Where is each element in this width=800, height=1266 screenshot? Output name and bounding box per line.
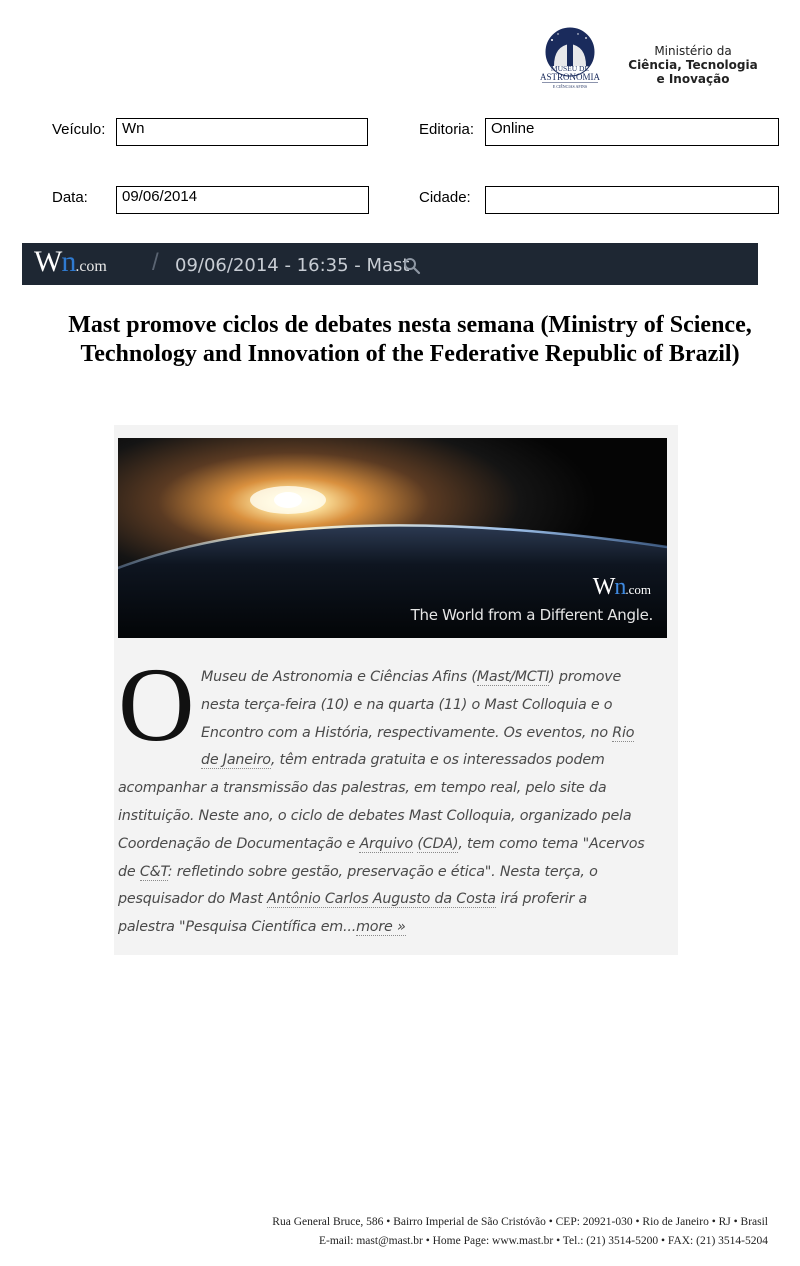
body-text-7: Coordenação de Documentação e bbox=[118, 835, 360, 852]
editoria-label: Editoria: bbox=[419, 121, 475, 138]
article-body bbox=[118, 664, 674, 942]
data-field[interactable]: 09/06/2014 bbox=[116, 186, 369, 214]
body-text-8-pre: de bbox=[118, 863, 140, 880]
wn-logo-n: n bbox=[61, 245, 76, 278]
body-text-9: pesquisador do Mast bbox=[118, 891, 267, 908]
body-line bbox=[118, 803, 674, 831]
link-antonio-carlos[interactable]: Antônio Carlos Augusto da Costa bbox=[266, 891, 496, 908]
cidade-label: Cidade: bbox=[419, 189, 471, 206]
body-text-6: instituição. Neste ano, o ciclo de debates Mast Colloquia, organizado pela bbox=[118, 807, 632, 824]
link-c-and-t[interactable]: C&T bbox=[139, 863, 168, 880]
breadcrumb-separator: / bbox=[152, 249, 159, 276]
article-title: Mast promove ciclos de debates nesta semana (Ministry of Science, Technology and Innovation of the Federative Republic of Brazil) bbox=[68, 312, 752, 367]
ministry-logo bbox=[620, 44, 766, 86]
link-cda[interactable]: (CDA) bbox=[417, 835, 459, 852]
cidade-field[interactable] bbox=[485, 186, 779, 214]
ministry-line1: Ministério da bbox=[654, 44, 732, 58]
body-text-2: nesta terça-feira (10) e na quarta (11) o Mast Colloquia e o bbox=[201, 696, 613, 713]
body-text-1b: ) promove bbox=[549, 669, 622, 685]
veiculo-field[interactable]: Wn bbox=[116, 118, 368, 146]
footer-line2: E-mail: mast@mast.br • Home Page: www.mast.br • Tel.: (21) 3514-5200 • FAX: (21) 3514-5204 bbox=[318, 1235, 768, 1247]
body-line bbox=[118, 914, 674, 942]
body-text-4: , têm entrada gratuita e os interessados podem bbox=[270, 752, 605, 769]
wn-logo-w: W bbox=[34, 245, 62, 278]
ministry-line3: e Inovação bbox=[656, 72, 730, 86]
body-text-10: palestra "Pesquisa Científica em... bbox=[118, 919, 357, 936]
link-arquivo[interactable]: Arquivo bbox=[359, 835, 414, 852]
wn-logo[interactable] bbox=[34, 245, 107, 279]
ministry-line2: Ciência, Tecnologia bbox=[628, 58, 758, 72]
editoria-field[interactable]: Online bbox=[485, 118, 779, 146]
body-text-7b: , tem como tema "Acervos bbox=[458, 835, 645, 852]
body-line bbox=[118, 692, 674, 720]
search-icon[interactable] bbox=[403, 257, 421, 280]
link-rio[interactable]: Rio bbox=[612, 724, 635, 741]
mast-logo bbox=[534, 26, 606, 94]
veiculo-label: Veículo: bbox=[52, 121, 106, 138]
more-link[interactable]: more » bbox=[356, 919, 406, 936]
body-line bbox=[118, 747, 674, 775]
drop-cap: O bbox=[118, 646, 195, 763]
link-mast-mcti[interactable]: Mast/MCTI bbox=[476, 669, 550, 685]
body-line bbox=[118, 664, 674, 692]
hero-logo-w: W bbox=[592, 574, 615, 600]
body-line bbox=[118, 720, 674, 748]
body-text-3: Encontro com a História, respectivamente. Os eventos, no bbox=[201, 724, 613, 741]
hero-image bbox=[118, 438, 667, 638]
hero-tagline: The World from a Different Angle. bbox=[410, 606, 653, 624]
hero-wn-logo bbox=[593, 574, 651, 601]
link-de-janeiro[interactable]: de Janeiro bbox=[201, 752, 271, 769]
mast-logo-line1: MUSEU DE bbox=[550, 64, 590, 73]
mast-logo-line2: ASTRONOMIA bbox=[539, 72, 601, 82]
footer-line1: Rua General Bruce, 586 • Bairro Imperial de São Cristóvão • CEP: 20921-030 • Rio de Janeiro • RJ • Brasil bbox=[272, 1216, 768, 1228]
breadcrumb: 09/06/2014 - 16:35 - Mast bbox=[175, 255, 410, 276]
body-text-1: Museu de Astronomia e Ciências Afins ( bbox=[201, 669, 477, 685]
wn-logo-com: .com bbox=[75, 258, 107, 275]
hero-logo-com: .com bbox=[625, 582, 651, 597]
body-text-9b: irá proferir a bbox=[495, 891, 588, 908]
hero-logo-n: n bbox=[614, 574, 626, 600]
body-line bbox=[118, 886, 674, 914]
body-line bbox=[118, 775, 674, 803]
footer-address bbox=[120, 1213, 768, 1251]
body-line bbox=[118, 859, 674, 887]
body-line bbox=[118, 831, 674, 859]
mast-logo-line3: E CIÊNCIAS AFINS bbox=[552, 84, 588, 89]
body-text-5: acompanhar a transmissão das palestras, em tempo real, pelo site da bbox=[118, 780, 607, 797]
body-text-8: : refletindo sobre gestão, preservação e ética". Nesta terça, o bbox=[167, 863, 598, 880]
data-label: Data: bbox=[52, 189, 88, 206]
wn-site-bar bbox=[22, 243, 758, 285]
